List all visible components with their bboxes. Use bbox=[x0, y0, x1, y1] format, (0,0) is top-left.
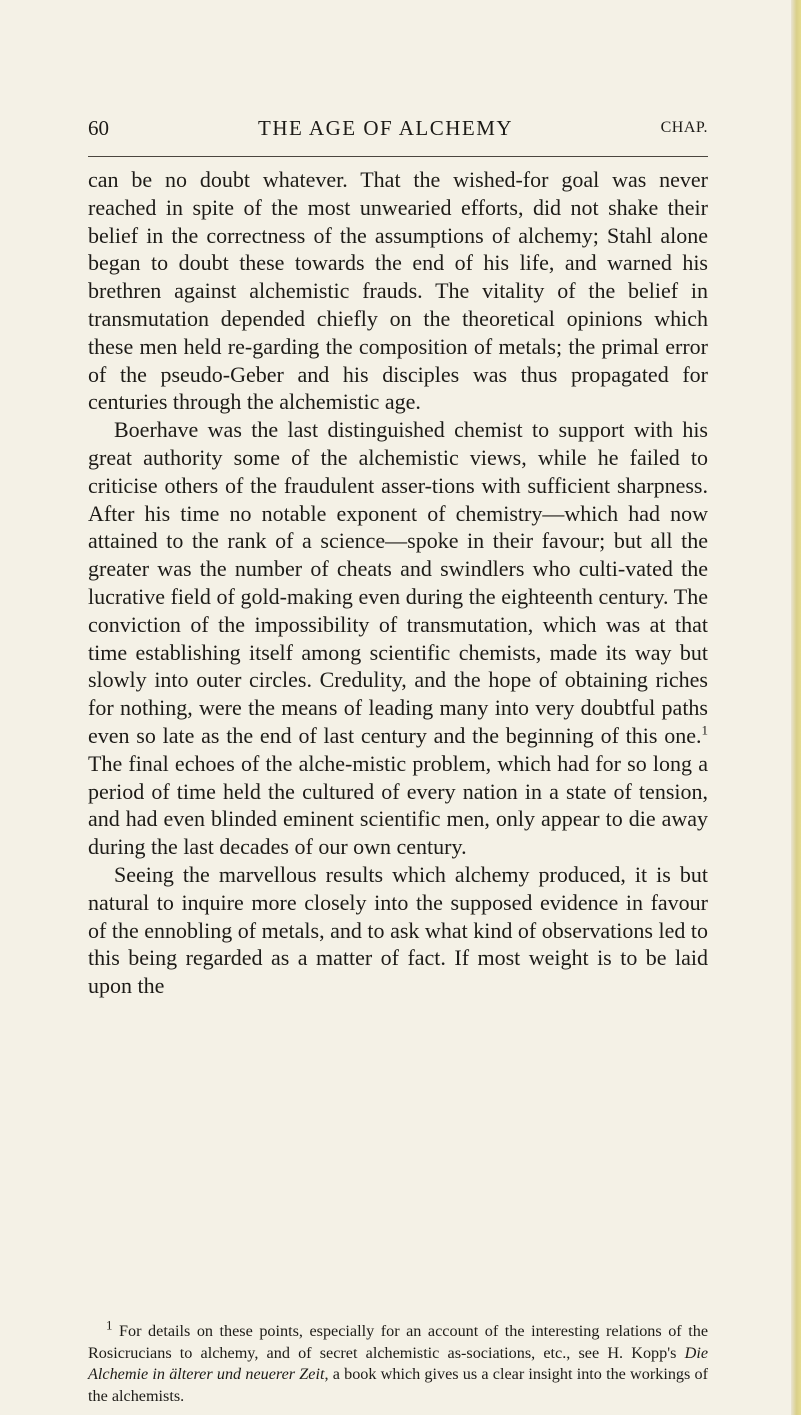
paragraph-1 bbox=[88, 166, 708, 416]
page-number: 60 bbox=[88, 116, 109, 140]
paragraph-2 bbox=[88, 416, 708, 861]
body-text bbox=[88, 166, 708, 1000]
header-rule bbox=[88, 156, 708, 157]
footnote-text-after-title: , a book which gives us a clear insight into the workings of the alchemists. bbox=[88, 1365, 708, 1405]
page-edge bbox=[791, 0, 801, 1415]
running-title: THE AGE OF ALCHEMY bbox=[258, 116, 514, 140]
chapter-label: CHAP. bbox=[660, 119, 708, 136]
footnote bbox=[88, 1317, 708, 1407]
paragraph-1-text: can be no doubt whatever. That the wished-for goal was never reached in spite of the most unwearied efforts, did not shake their belief in the correctness of the assumptions of alchemy; Stahl alone began to doubt these towards the end of his life, and warned his brethren against alchemistic frauds. The vitality of the belief in transmutation depended chiefly on the theoretical opinions which these men held re-garding the composition of metals; the primal error of the pseudo-Geber and his disciples was thus propagated for centuries through the alchemistic age. bbox=[88, 167, 708, 415]
footnote-marker: 1 bbox=[106, 1317, 113, 1333]
page-header bbox=[88, 116, 708, 146]
footnote-reference: 1 bbox=[701, 722, 708, 738]
footnote-text-before-title: For details on these points, especially for an account of the interesting relations of the Rosicrucians to alchemy, and of secret alchemistic as-sociations, etc., see H. Kopp's bbox=[88, 1322, 708, 1362]
paragraph-2-text-after-note: The final echoes of the alche-mistic problem, which had for so long a period of time held the cultured of every nation in a state of tension, and had even blinded eminent scientific men, only appear to die away during the last decades of our own century. bbox=[88, 750, 708, 860]
paragraph-3-text: Seeing the marvellous results which alchemy produced, it is but natural to inquire more closely into the supposed evidence in favour of the ennobling of metals, and to ask what kind of observations led to this being regarded as a matter of fact. If most weight is to be laid upon the bbox=[88, 861, 708, 999]
paragraph-2-text-before-note: Boerhave was the last distinguished chemist to support with his great authority some of the alchemistic views, while he failed to criticise others of the fraudulent asser-tions with sufficient sharpness. After his time no notable exponent of chemistry—which had now attained to the rank of a science—spoke in their favour; but all the greater was the number of cheats and swindlers who culti-vated the lucrative field of gold-making even during the eighteenth century. The conviction of the impossibility of transmutation, which was at that time establishing itself among scientific chemists, made its way but slowly into outer circles. Credulity, and the hope of obtaining riches for nothing, were the means of leading many into very doubtful paths even so late as the end of last century and the beginning of this one. bbox=[88, 417, 708, 748]
paragraph-3 bbox=[88, 861, 708, 1000]
footnote-book-title: Die Alchemie in älterer und neuerer Zeit bbox=[88, 1343, 708, 1383]
